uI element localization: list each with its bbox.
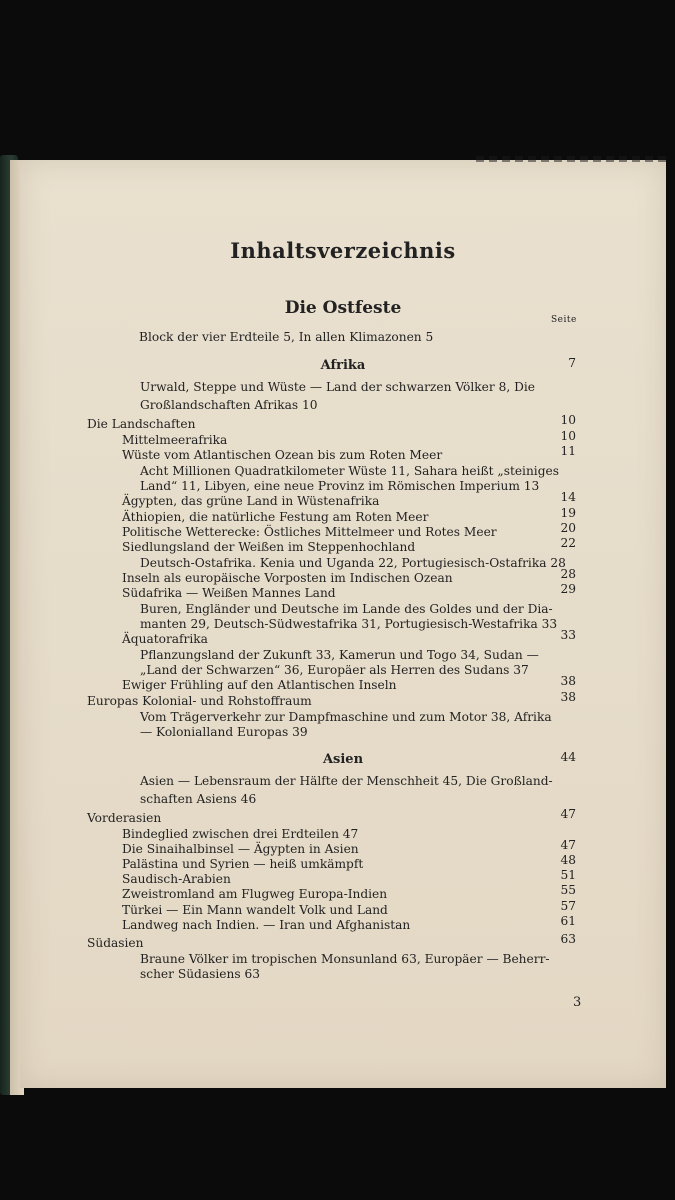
- toc-page: 22: [560, 536, 576, 550]
- toc-entry: Deutsch-Ostafrika. Kenia und Uganda 22, Portugiesisch-Ostafrika 28: [140, 556, 566, 570]
- toc-page: 55: [560, 883, 576, 897]
- section-page-asien: 44: [560, 750, 576, 764]
- toc-page: 51: [560, 868, 576, 882]
- toc-entry: Buren, Engländer und Deutsche im Lande des Goldes und der Dia-: [140, 602, 553, 616]
- toc-page: 48: [560, 853, 576, 867]
- toc-entry: Landweg nach Indien. — Iran und Afghanistan: [122, 918, 411, 932]
- page-number: 3: [573, 995, 582, 1010]
- toc-title: Inhaltsverzeichnis: [230, 238, 456, 263]
- toc-page: 29: [560, 582, 576, 596]
- toc-entry: Land“ 11, Libyen, eine neue Provinz im Römischen Imperium 13: [140, 479, 540, 493]
- section-page-afrika: 7: [568, 356, 576, 370]
- toc-entry: schaften Asiens 46: [140, 792, 257, 806]
- toc-page: 19: [560, 506, 576, 520]
- toc-entry: Äthiopien, die natürliche Festung am Roten Meer: [122, 510, 429, 524]
- toc-entry: Vorderasien: [87, 811, 162, 825]
- toc-page: 20: [560, 521, 576, 535]
- toc-entry: Europas Kolonial- und Rohstoffraum: [87, 694, 312, 708]
- toc-entry: Äquatorafrika: [122, 632, 208, 646]
- toc-entry: Vom Trägerverkehr zur Dampfmaschine und zum Motor 38, Afrika: [140, 710, 552, 724]
- toc-entry: Ewiger Frühling auf den Atlantischen Inseln: [122, 678, 397, 692]
- toc-page: 10: [560, 429, 576, 443]
- toc-entry: Großlandschaften Afrikas 10: [140, 398, 318, 412]
- toc-entry: Acht Millionen Quadratkilometer Wüste 11, Sahara heißt „steiniges: [140, 464, 559, 478]
- section-title-asien: Asien: [322, 752, 364, 767]
- toc-page: 28: [560, 567, 576, 581]
- toc-entry: Die Landschaften: [87, 417, 196, 431]
- toc-entry: Palästina und Syrien — heiß umkämpft: [122, 857, 364, 871]
- toc-entry: Siedlungsland der Weißen im Steppenhochland: [122, 540, 416, 554]
- toc-page: 61: [560, 914, 576, 928]
- toc-entry: Inseln als europäische Vorposten im Indischen Ozean: [122, 571, 453, 585]
- toc-page: 63: [560, 932, 576, 946]
- toc-page: 10: [560, 413, 576, 427]
- part-intro: Block der vier Erdteile 5, In allen Klimazonen 5: [139, 330, 434, 344]
- toc-entry: Saudisch-Arabien: [122, 872, 231, 886]
- toc-page: 47: [560, 838, 576, 852]
- section-title-afrika: Afrika: [320, 358, 366, 373]
- toc-page: 11: [560, 444, 576, 458]
- toc-entry: — Kolonialland Europas 39: [140, 725, 308, 739]
- toc-entry: Südasien: [87, 936, 144, 950]
- toc-entry: „Land der Schwarzen“ 36, Europäer als Herren des Sudans 37: [140, 663, 529, 677]
- part-title: Die Ostfeste: [284, 298, 402, 318]
- toc-entry: Die Sinaihalbinsel — Ägypten in Asien: [122, 842, 359, 856]
- toc-entry: Bindeglied zwischen drei Erdteilen 47: [122, 827, 359, 841]
- toc-entry: Zweistromland am Flugweg Europa-Indien: [122, 887, 388, 901]
- toc-entry: Mittelmeerafrika: [122, 433, 228, 447]
- toc-entry: Südafrika — Weißen Mannes Land: [122, 586, 336, 600]
- page-top-edge: [476, 156, 666, 162]
- toc-entry: Türkei — Ein Mann wandelt Volk und Land: [122, 903, 388, 917]
- toc-page: 33: [560, 628, 576, 642]
- toc-entry: Urwald, Steppe und Wüste — Land der schwarzen Völker 8, Die: [140, 380, 535, 394]
- toc-entry: Politische Wetterecke: Östliches Mittelmeer und Rotes Meer: [122, 525, 497, 539]
- toc-page: 38: [560, 674, 576, 688]
- page-column-label: Seite: [551, 315, 577, 325]
- toc-entry: Wüste vom Atlantischen Ozean bis zum Roten Meer: [122, 448, 443, 462]
- toc-entry: Pflanzungsland der Zukunft 33, Kamerun und Togo 34, Sudan —: [140, 648, 539, 662]
- toc-entry: Braune Völker im tropischen Monsunland 63, Europäer — Beherr-: [140, 952, 550, 966]
- book-page: [20, 160, 666, 1088]
- toc-page: 14: [560, 490, 576, 504]
- toc-page: 57: [560, 899, 576, 913]
- toc-page: 38: [560, 690, 576, 704]
- toc-page: 47: [560, 807, 576, 821]
- toc-entry: scher Südasiens 63: [140, 967, 260, 981]
- toc-entry: Asien — Lebensraum der Hälfte der Menschheit 45, Die Großland-: [140, 774, 553, 788]
- toc-entry: manten 29, Deutsch-Südwestafrika 31, Portugiesisch-Westafrika 33: [140, 617, 558, 631]
- toc-entry: Ägypten, das grüne Land in Wüstenafrika: [122, 494, 380, 508]
